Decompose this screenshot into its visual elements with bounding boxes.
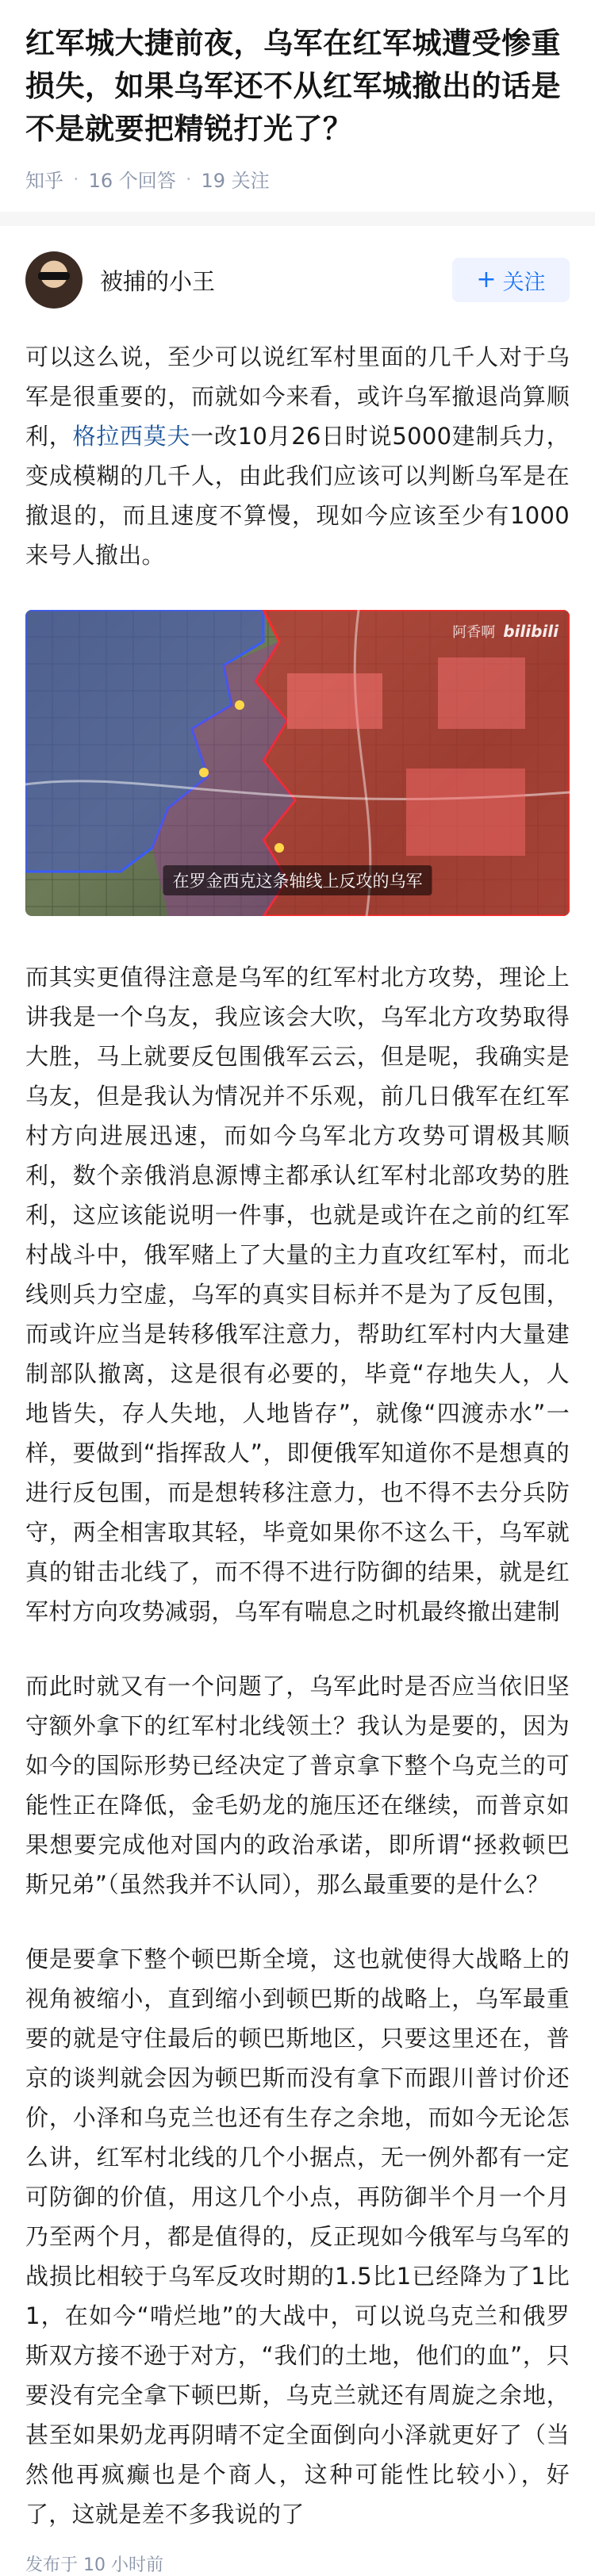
author-row [0,226,595,312]
answer-paragraph: 而此时就又有一个问题了，乌军此时是否应当依旧坚守额外拿下的红军村北线领土？我认为是要的，因为如今的国际形势已经决定了普京拿下整个乌克兰的可能性正在降低，金毛奶龙的施压还在继续，而普京如果想要完成他对国内的政治承诺，即所谓“拯救顿巴斯兄弟”（虽然我并不认同），那么最重要的是什么？ [25,1673,570,1898]
bilibili-logo-icon: bilibili [503,622,559,641]
author-name[interactable]: 被捕的小王 [100,267,216,295]
question-header [0,0,595,193]
avatar[interactable] [25,251,83,309]
answer-paragraph: 便是要拿下整个顿巴斯全境，这也就使得大战略上的视角被缩小，直到缩小到顿巴斯的战略上，乌军最重要的就是守住最后的顿巴斯地区，只要这里还在，普京的谈判就会因为顿巴斯而没有拿下而跟川普讨价还价，小泽和乌克兰也还有生存之余地，而如今无论怎么讲，红军村北线的几个小据点，无一例外都有一定可防御的价值，用这几个小点，再防御半个月一个月乃至两个月，都是值得的，反正现如今俄军与乌军的战损比相较于乌军反攻时期的1.5比1已经降为了1比1，在如今“啃烂地”的大战中，可以说乌克兰和俄罗斯双方接不逊于对方，“我们的土地，他们的血”，只要没有完全拿下顿巴斯，乌克兰就还有周旋之余地，甚至如果奶龙再阴晴不定全面倒向小泽就更好了（当然他再疯癫也是个商人，这种可能性比较小），好了，这就是差不多我说的了 [25,1945,570,2528]
follow-label: 关注 [502,270,546,295]
paragraph-text: 可以这么说，至少可以说红军村里面的几千人对于乌军是很重要的，而就如今来看，或许乌军撤退尚算顺利， [25,343,570,450]
paragraph-text: 一改10月26日时说5000建制兵力，变成模糊的几千人，由此我们应该可以判断乌军是在撤退的，而且速度不算慢，现如今应该至少有1000来号人撤出。 [25,423,570,569]
follow-button[interactable] [452,258,570,302]
section-divider [0,212,595,226]
answer-paragraph [25,337,570,575]
publish-time: 发布于 10 小时前 [25,2555,163,2575]
entity-link[interactable]: 格拉西莫夫 [72,423,191,450]
watermark-text: 阿香啊 [452,624,496,641]
answer-paragraph: 而其实更值得注意是乌军的红军村北方攻势，理论上讲我是一个乌友，我应该会大吹，乌军北方攻势取得大胜，马上就要反包围俄军云云，但是呢，我确实是乌友，但是我认为情况并不乐观，前几日俄军在红军村方向进展迅速，而如今乌军北方攻势可谓极其顺利，数个亲俄消息源博主都承认红军村北部攻势的胜利，这应该能说明一件事，也就是或许在之前的红军村战斗中，俄军赌上了大量的主力直攻红军村，而北线则兵力空虚，乌军的真实目标并不是为了反包围，而或许应当是转移俄军注意力，帮助红军村内大量建制部队撤离，这是很有必要的，毕竟“存地失人，人地皆失，存人失地，人地皆存”，就像“四渡赤水”一样，要做到“指挥敌人”，即便俄军知道你不是想真的进行反包围，而是想转移注意力，也不得不去分兵防守，两全相害取其轻，毕竟如果你不这么干，乌军就真的钳击北线了，而不得不进行防御的结果，就是红军村方向攻势减弱，乌军有喘息之时机最终撤出建制 [25,964,570,1625]
plus-icon: + [476,266,497,293]
meta-separator: · [185,167,192,190]
sunglasses-icon [38,272,70,280]
followers-count: 19 关注 [201,170,270,192]
meta-separator: · [73,167,79,190]
question-meta [25,165,570,193]
question-title[interactable]: 红军城大捷前夜，乌军在红军城遭受惨重损失，如果乌军还不从红军城撤出的话是不是就要把精锐打光了？ [25,26,561,146]
battle-map-image[interactable] [25,610,570,916]
source-label[interactable]: 知乎 [25,170,63,192]
answers-count[interactable]: 16 个回答 [88,170,176,192]
map-caption: 在罗金西克这条轴线上反攻的乌军 [163,865,432,895]
answer-body [0,312,595,2534]
map-watermark [452,621,559,642]
